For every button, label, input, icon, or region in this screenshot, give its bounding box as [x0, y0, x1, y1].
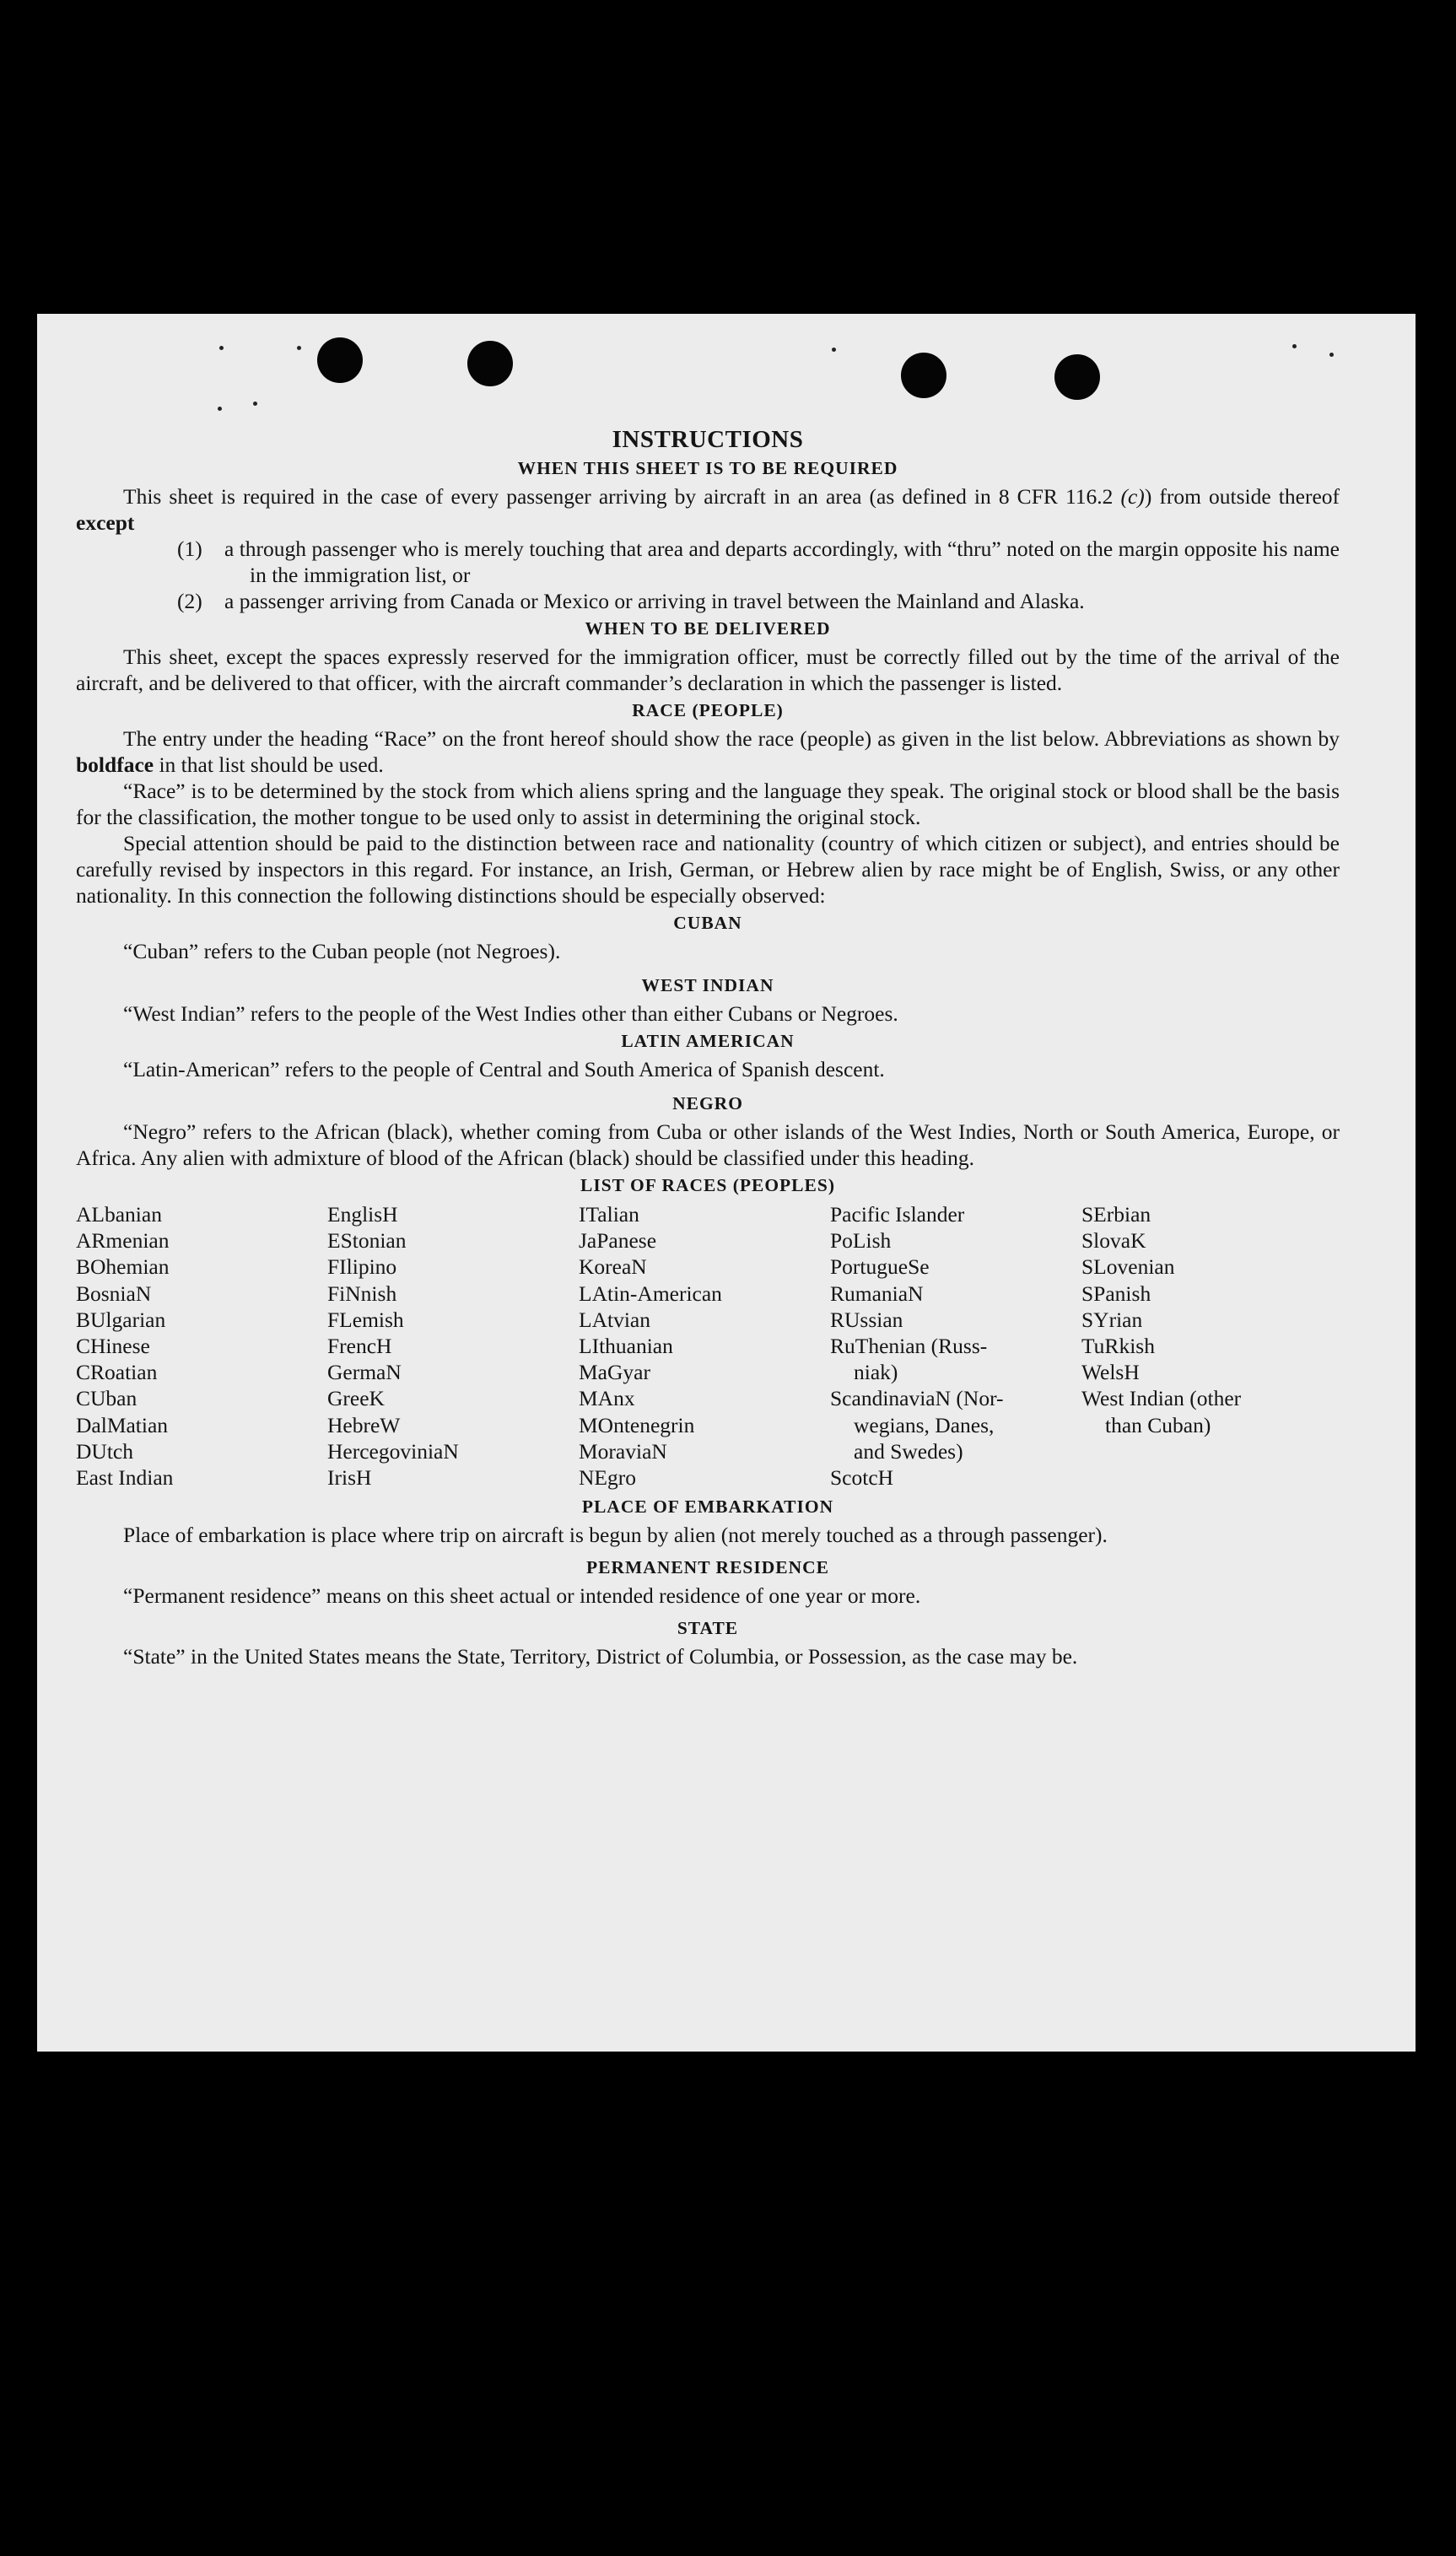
race-item: GermaN [327, 1360, 402, 1385]
section-heading-list-of-races: LIST OF RACES (PEOPLES) [580, 1175, 835, 1195]
race-item: CHinese [76, 1334, 150, 1359]
race-item: FIlipino [327, 1254, 397, 1280]
speck [1292, 344, 1297, 348]
race-item: East Indian [76, 1465, 174, 1491]
punch-hole [317, 337, 363, 383]
paragraph-race-2: “Race” is to be determined by the stock from which aliens spring and the language they speak. The original stock or blood shall be the basis for the classification, the mother tongue to be used only to assist in determining the original stock. [76, 779, 1340, 829]
punch-hole [901, 353, 946, 398]
races-column-4 [830, 1201, 1081, 1491]
race-item: FrencH [327, 1334, 392, 1359]
race-item: RUssian [830, 1307, 903, 1332]
paragraph-cuban: “Cuban” refers to the Cuban people (not Negroes). [123, 939, 561, 963]
paragraph-race-3: Special attention should be paid to the distinction between race and nationality (country of which citizen or subject), and entries should be carefully revised by inspectors in this regard. For instance, an Irish, German, or Hebrew alien by race might be of English, Swiss, or any other nationality. In this connection the following distinctions should be especially observed: [76, 831, 1340, 908]
paragraph-state: “State” in the United States means the State, Territory, District of Columbia, or Possession, as the case may be. [123, 1644, 1078, 1669]
race-item: SLovenian [1081, 1254, 1175, 1280]
race-item: LAtvian [579, 1307, 650, 1332]
race-item: SErbian [1081, 1202, 1151, 1227]
speck [219, 346, 224, 350]
race-item: IrisH [327, 1465, 372, 1491]
list-item-2: (2) a passenger arriving from Canada or Mexico or arriving in travel between the Mainland and Alaska. [177, 589, 1085, 613]
race-item: ScotcH [830, 1465, 894, 1491]
speck [253, 402, 257, 406]
race-item: NEgro [579, 1465, 636, 1491]
race-item: niak) [854, 1360, 898, 1385]
section-heading-west-indian: WEST INDIAN [641, 975, 774, 995]
page-title: INSTRUCTIONS [612, 426, 804, 453]
race-item: DalMatian [76, 1412, 169, 1437]
race-item: FLemish [327, 1307, 404, 1332]
paragraph-west-indian: “West Indian” refers to the people of the West Indies other than either Cubans or Negroes. [123, 1001, 898, 1026]
speck [218, 407, 222, 411]
paragraph-embarkation: Place of embarkation is place where trip on aircraft is begun by alien (not merely touched as a through passenger). [123, 1523, 1108, 1548]
paragraph-when-delivered: This sheet, except the spaces expressly reserved for the immigration officer, must be correctly filled out by the time of the arrival of the aircraft, and be delivered to that officer, with the aircraft commander’s declaration in which the passenger is listed. [76, 644, 1340, 695]
section-heading-permanent-residence: PERMANENT RESIDENCE [586, 1557, 829, 1578]
paragraph-negro: “Negro” refers to the African (black), whether coming from Cuba or other islands of the West Indies, North or South America, Europe, or Africa. Any alien with admixture of blood of the African (black) should be classified under this heading. [76, 1119, 1340, 1170]
race-item: ITalian [579, 1202, 639, 1227]
race-item: MaGyar [579, 1360, 650, 1385]
document-sheet [37, 314, 1416, 2052]
race-item: EnglisH [327, 1202, 398, 1227]
section-heading-race: RACE (PEOPLE) [632, 700, 784, 720]
race-item: FiNnish [327, 1281, 397, 1306]
race-item: RumaniaN [830, 1281, 924, 1306]
race-item: Pacific Islander [830, 1202, 965, 1227]
race-item: KoreaN [579, 1254, 647, 1280]
race-item: TuRkish [1081, 1334, 1155, 1359]
punch-hole [1054, 354, 1100, 400]
race-item: LAtin-American [579, 1281, 722, 1306]
section-heading-embarkation: PLACE OF EMBARKATION [581, 1496, 834, 1518]
section-heading-cuban: CUBAN [673, 913, 742, 933]
race-item: GreeK [327, 1386, 385, 1411]
race-item: DUtch [76, 1438, 133, 1464]
race-item: PoLish [830, 1228, 892, 1254]
race-item: ScandinaviaN (Nor- [830, 1386, 1004, 1411]
race-item: SYrian [1081, 1307, 1143, 1332]
punch-hole [467, 341, 513, 386]
section-heading-state: STATE [677, 1618, 739, 1639]
race-item: RuThenian (Russ- [830, 1334, 988, 1359]
race-item: BosniaN [76, 1281, 152, 1306]
race-item: BUlgarian [76, 1307, 166, 1332]
race-item: MOntenegrin [579, 1412, 695, 1437]
race-item: West Indian (other [1081, 1386, 1242, 1411]
races-column-1 [76, 1201, 327, 1491]
race-item: wegians, Danes, [854, 1412, 995, 1437]
race-item: PortugueSe [830, 1254, 930, 1280]
race-item: HebreW [327, 1412, 401, 1437]
paragraph-race-1: The entry under the heading “Race” on the front hereof should show the race (people) as given in the list below. Abbreviations as shown by boldface in that list should be used. [76, 726, 1340, 777]
race-item: JaPanese [579, 1228, 657, 1254]
section-heading-when-delivered: WHEN TO BE DELIVERED [585, 618, 831, 639]
race-item: than Cuban) [1105, 1412, 1211, 1437]
speck [832, 348, 836, 352]
race-item: HercegoviniaN [327, 1438, 459, 1464]
speck [1329, 353, 1334, 357]
paragraph-permanent-residence: “Permanent residence” means on this sheet actual or intended residence of one year or more. [123, 1583, 921, 1609]
races-column-5 [1081, 1201, 1318, 1491]
race-item: MAnx [579, 1386, 635, 1411]
list-item-1: (1) a through passenger who is merely touching that area and departs accordingly, with “thru” noted on the margin opposite his name in the immigration list, or [177, 537, 1340, 587]
section-heading-when-required: WHEN THIS SHEET IS TO BE REQUIRED [517, 458, 898, 478]
race-item: ALbanian [76, 1202, 162, 1227]
race-item: LIthuanian [579, 1334, 673, 1359]
races-list [76, 1201, 1340, 1491]
race-item: BOhemian [76, 1254, 170, 1280]
race-item: CUban [76, 1386, 138, 1411]
race-item: WelsH [1081, 1360, 1140, 1385]
races-column-3 [579, 1201, 830, 1491]
race-item: and Swedes) [854, 1438, 963, 1464]
race-item: CRoatian [76, 1360, 158, 1385]
race-item: EStonian [327, 1228, 407, 1254]
paragraph-when-required: This sheet is required in the case of every passenger arriving by aircraft in an area (as defined in 8 CFR 116.2 (c)) from outside thereof except [76, 484, 1340, 535]
race-item: MoraviaN [579, 1438, 667, 1464]
speck [297, 346, 301, 350]
race-item: SPanish [1081, 1281, 1151, 1306]
instructions-content [76, 425, 1340, 1669]
races-column-2 [327, 1201, 579, 1491]
section-heading-latin-american: LATIN AMERICAN [621, 1031, 795, 1051]
race-item: ARmenian [76, 1228, 170, 1254]
race-item: SlovaK [1081, 1228, 1146, 1254]
section-heading-negro: NEGRO [672, 1093, 743, 1114]
paragraph-latin-american: “Latin-American” refers to the people of Central and South America of Spanish descent. [123, 1057, 885, 1081]
